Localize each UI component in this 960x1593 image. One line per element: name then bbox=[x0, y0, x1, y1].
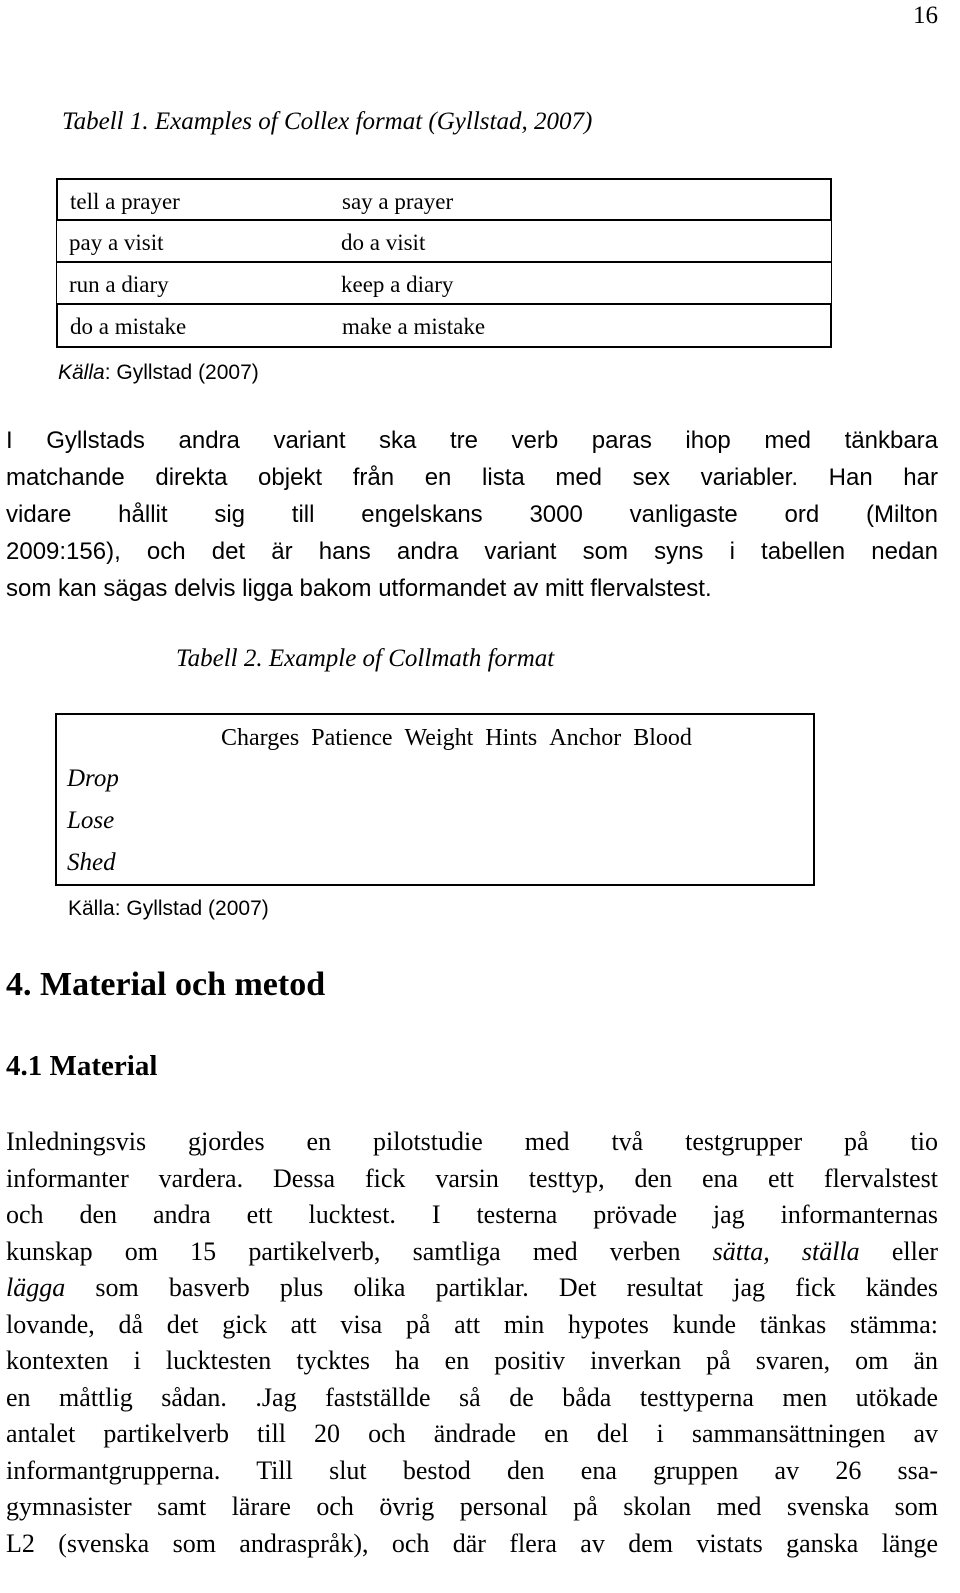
text-line: en måttlig sådan. .Jag fastställde så de båda testtyperna men utökade bbox=[6, 1382, 938, 1412]
column-header: Charges bbox=[221, 725, 300, 751]
column-header: Weight bbox=[404, 725, 474, 751]
text-fragment: kunskap om 15 partikelverb, samtliga med verben bbox=[6, 1236, 681, 1266]
table2 bbox=[55, 713, 815, 886]
subsection-heading: 4.1 Material bbox=[6, 1050, 158, 1082]
table1-source bbox=[58, 361, 259, 385]
table2-caption: Tabell 2. Example of Collmath format bbox=[176, 645, 555, 672]
text-line: vidare hållit sig till engelskans 3000 vanligaste ord (Milton bbox=[6, 501, 938, 528]
text-line: L2 (svenska som andraspråk), och där flera av dem vistats ganska länge bbox=[6, 1528, 938, 1558]
table2-source: Källa: Gyllstad (2007) bbox=[68, 897, 269, 920]
table-cell: pay a visit bbox=[69, 230, 164, 255]
table-row bbox=[56, 304, 832, 348]
text-line: informanter vardera. Dessa fick varsin testtyp, den ena ett flervalstest bbox=[6, 1163, 938, 1193]
section-heading: 4. Material och metod bbox=[6, 966, 326, 1003]
row-label: Drop bbox=[67, 765, 119, 792]
table-cell: keep a diary bbox=[341, 272, 454, 297]
column-header: Anchor bbox=[549, 725, 622, 751]
text-line: kontexten i lucktesten tycktes ha en positiv inverkan på svaren, om än bbox=[6, 1346, 938, 1375]
text-line: informantgrupperna. Till slut bestod den ena gruppen av 26 ssa- bbox=[6, 1455, 938, 1485]
text-line: och den andra ett lucktest. I testerna prövade jag informanternas bbox=[6, 1200, 938, 1229]
paragraph-2 bbox=[6, 1124, 938, 1562]
row-label: Shed bbox=[67, 849, 116, 876]
text-line: som kan sägas delvis ligga bakom utformandet av mitt flervalstest. bbox=[6, 575, 712, 602]
row-label: Lose bbox=[67, 807, 115, 834]
text-line: Inledningsvis gjordes en pilotstudie med två testgrupper på tio bbox=[6, 1127, 938, 1156]
text-fragment: eller bbox=[891, 1236, 939, 1266]
text-line: I Gyllstads andra variant ska tre verb paras ihop med tänkbara bbox=[6, 427, 938, 454]
table-cell: do a visit bbox=[341, 230, 426, 255]
text-line bbox=[6, 1234, 938, 1271]
text-line: lovande, då det gick att visa på att min hypotes kunde tänkas stämma: bbox=[6, 1309, 938, 1339]
text-line: 2009:156), och det är hans andra variant som syns i tabellen nedan bbox=[6, 538, 938, 565]
column-header: Hints bbox=[485, 725, 538, 751]
table-cell: run a diary bbox=[69, 272, 169, 297]
text-fragment: som basverb plus olika partiklar. Det resultat jag fick kändes bbox=[95, 1273, 938, 1302]
text-line bbox=[6, 1270, 938, 1307]
source-label: Källa bbox=[58, 361, 105, 384]
text-line: matchande direkta objekt från en lista med sex variabler. Han har bbox=[6, 464, 938, 491]
table-cell: tell a prayer bbox=[70, 189, 180, 214]
emphasis: sätta, bbox=[712, 1236, 770, 1266]
page-number: 16 bbox=[913, 2, 938, 29]
table-cell: do a mistake bbox=[70, 314, 187, 339]
table-row bbox=[56, 220, 832, 262]
text-line: antalet partikelverb till 20 och ändrade en del i sammansättningen av bbox=[6, 1419, 938, 1448]
text-line: gymnasister samt lärare och övrig personal på skolan med svenska som bbox=[6, 1492, 938, 1521]
paragraph-1 bbox=[6, 422, 938, 607]
table-cell: make a mistake bbox=[342, 314, 486, 339]
table-cell: say a prayer bbox=[342, 189, 454, 214]
emphasis: ställa bbox=[801, 1236, 860, 1266]
emphasis: lägga bbox=[6, 1273, 66, 1302]
table2-header bbox=[221, 725, 704, 752]
source-text: : Gyllstad (2007) bbox=[104, 361, 259, 384]
table-row bbox=[56, 262, 832, 304]
column-header: Blood bbox=[633, 725, 692, 751]
table-row bbox=[56, 178, 832, 220]
table1 bbox=[56, 178, 832, 348]
column-header: Patience bbox=[311, 725, 393, 751]
table1-caption: Tabell 1. Examples of Collex format (Gyllstad, 2007) bbox=[62, 108, 593, 135]
